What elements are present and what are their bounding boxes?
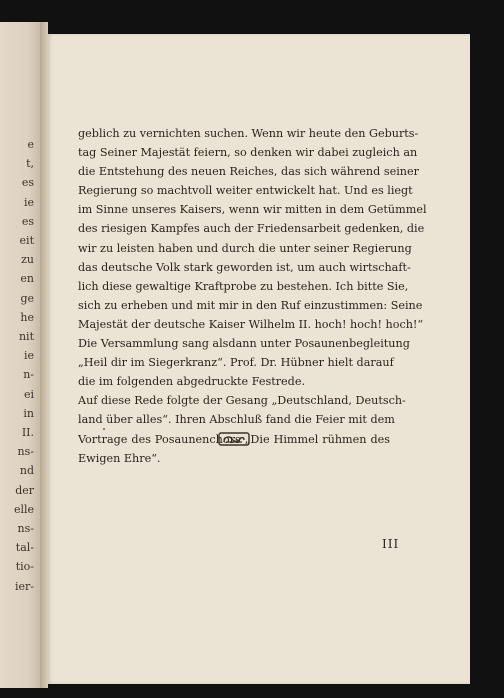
text-line: Regierung so machtvoll weiter entwickelt hat. Und es liegt xyxy=(78,184,413,198)
text-line: im Sinne unseres Kaisers, wenn wir mitten in dem Getümmel xyxy=(78,203,427,217)
left-page-fragment: der xyxy=(15,483,34,497)
left-page-fragment: ie xyxy=(23,349,34,363)
left-page-edge xyxy=(0,22,40,688)
text-line: tag Seiner Majestät feiern, so denken wir dabei zugleich an xyxy=(78,146,418,160)
text-line: Auf diese Rede folgte der Gesang „Deutschland, Deutsch- xyxy=(78,394,406,408)
left-page-fragment: n- xyxy=(23,368,34,382)
text-line: Vortrage des Posaunenchors „Die Himmel rühmen des xyxy=(78,432,390,446)
book-gutter xyxy=(40,22,48,688)
body-text xyxy=(78,124,427,468)
left-page-fragment: ge xyxy=(20,291,34,305)
left-page-fragment: en xyxy=(20,272,34,286)
left-page-fragment: he xyxy=(20,310,34,324)
text-line: geblich zu vernichten suchen. Wenn wir heute den Geburts- xyxy=(78,127,419,140)
left-page-fragment: elle xyxy=(13,502,34,516)
text-line: Ewigen Ehre“. xyxy=(78,451,161,465)
left-page-fragment: ns- xyxy=(17,522,34,535)
left-page-fragment: ns- xyxy=(17,445,34,459)
left-page-fragment: ie xyxy=(23,195,34,209)
text-line: wir zu leisten haben und durch die unter seiner Regierung xyxy=(78,241,412,255)
text-line: die im folgenden abgedruckte Festrede. xyxy=(78,375,306,389)
text-line: „Heil dir im Siegerkranz“. Prof. Dr. Hübner hielt darauf xyxy=(78,356,394,370)
ink-speck xyxy=(103,428,105,430)
left-page-fragment: tio- xyxy=(15,560,34,574)
text-line: sich zu erheben und mit mir in den Ruf einzustimmen: Seine xyxy=(78,298,423,312)
scroll-ornament-icon xyxy=(218,432,250,446)
left-page-fragment: es xyxy=(21,214,34,228)
left-page-fragment: es xyxy=(21,176,34,190)
left-page-fragment: nit xyxy=(18,330,34,343)
left-page-fragment: t, xyxy=(26,157,34,171)
left-page-fragment: tal- xyxy=(15,541,34,555)
text-line: Die Versammlung sang alsdann unter Posaunenbegleitung xyxy=(78,337,410,351)
left-page-fragment: in xyxy=(23,406,34,420)
left-page-fragment: nd xyxy=(19,464,34,478)
right-page xyxy=(48,34,470,684)
left-page-fragment: zu xyxy=(21,253,34,267)
text-line: die Entstehung des neuen Reiches, das sich während seiner xyxy=(78,165,419,179)
text-line: des riesigen Kampfes auch der Friedensarbeit gedenken, die xyxy=(78,222,425,236)
left-page-fragment: ei xyxy=(23,387,34,401)
text-line: land über alles“. Ihren Abschluß fand die Feier mit dem xyxy=(78,413,395,427)
left-page-fragment: ier- xyxy=(14,579,34,593)
left-page-fragment: II. xyxy=(21,426,34,439)
left-page-fragment: e xyxy=(27,138,34,151)
text-line: lich diese gewaltige Kraftprobe zu bestehen. Ich bitte Sie, xyxy=(78,279,409,293)
text-line: das deutsche Volk stark geworden ist, um auch wirtschaft- xyxy=(78,260,411,274)
text-line: Majestät der deutsche Kaiser Wilhelm II. hoch! hoch! hoch!“ xyxy=(78,317,424,331)
left-page-fragment: eit xyxy=(19,234,34,247)
page-number: III xyxy=(382,537,400,551)
